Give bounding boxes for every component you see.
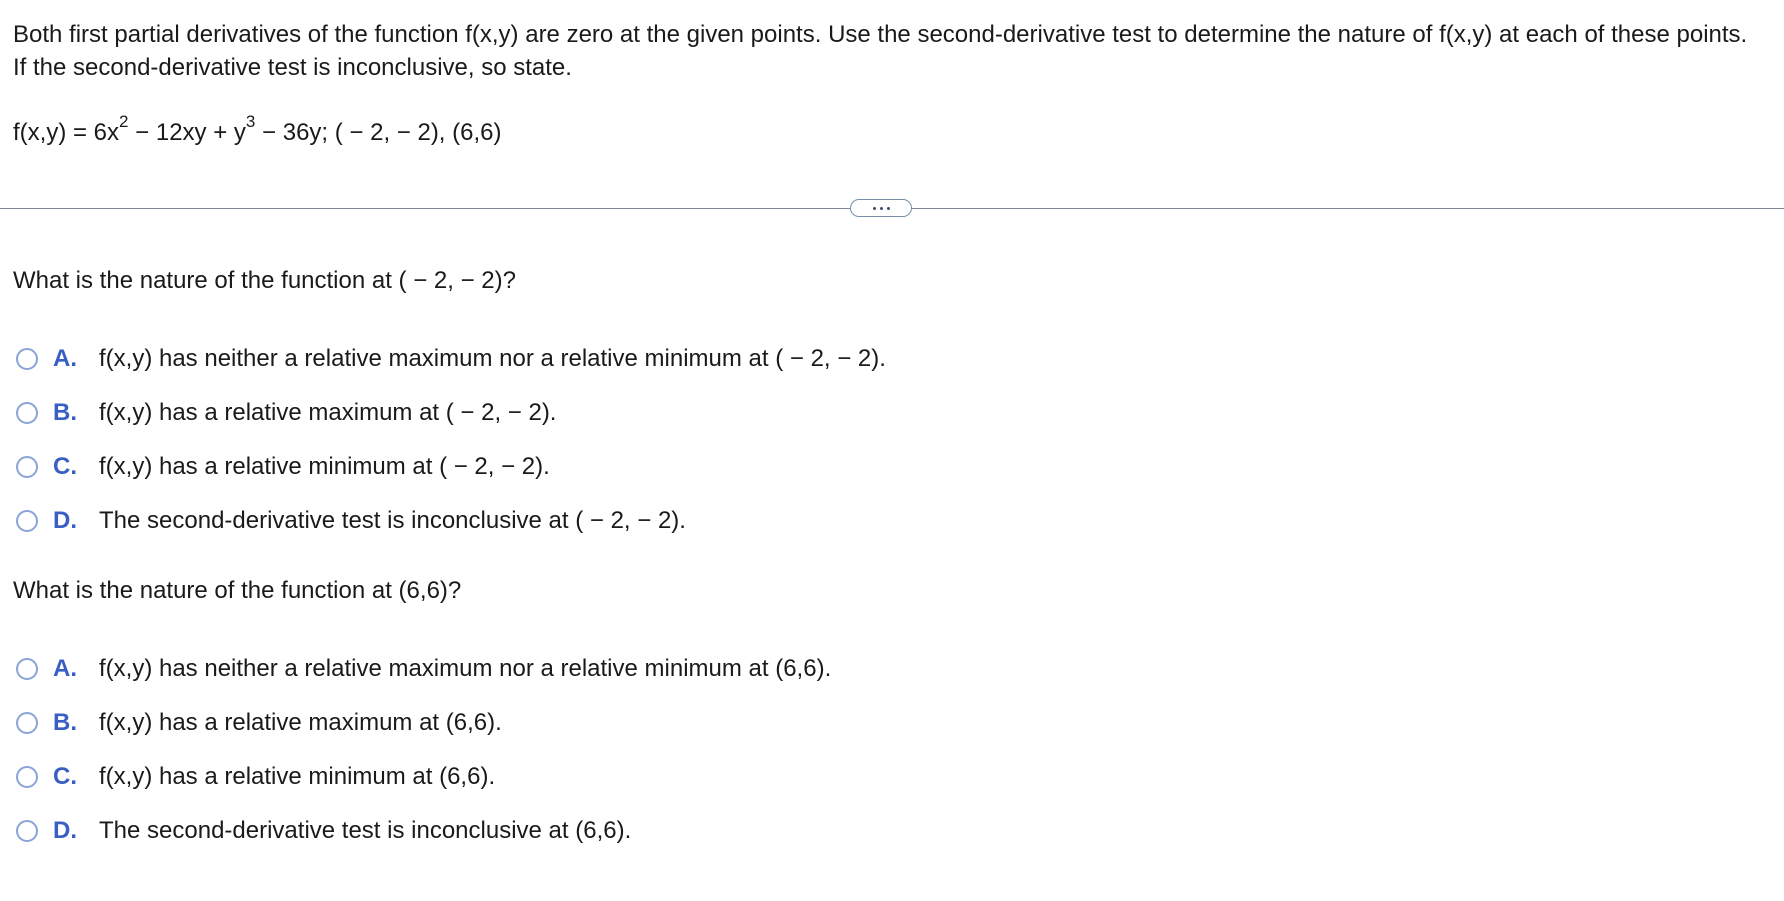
option-letter: C. xyxy=(53,453,77,480)
question-1-option-d[interactable] xyxy=(16,506,686,536)
option-text: f(x,y) has neither a relative maximum nor a relative minimum at ( − 2, − 2). xyxy=(99,345,886,372)
radio-button[interactable] xyxy=(16,456,38,478)
ellipsis-icon xyxy=(880,207,883,210)
option-text: f(x,y) has a relative minimum at ( − 2, − 2). xyxy=(99,453,550,480)
radio-button[interactable] xyxy=(16,766,38,788)
option-text: The second-derivative test is inconclusive at (6,6). xyxy=(99,817,632,844)
formula-part-2: − 12xy + y xyxy=(128,119,246,146)
question-2-option-a[interactable] xyxy=(16,654,831,684)
option-text: f(x,y) has neither a relative maximum nor a relative minimum at (6,6). xyxy=(99,655,832,682)
option-letter: D. xyxy=(53,817,77,844)
option-letter: B. xyxy=(53,399,77,426)
question-1-option-a[interactable] xyxy=(16,344,886,374)
formula-part-3: − 36y; ( − 2, − 2), (6,6) xyxy=(255,119,502,146)
option-letter: B. xyxy=(53,709,77,736)
radio-button[interactable] xyxy=(16,658,38,680)
formula-part-1: f(x,y) = 6x xyxy=(13,119,120,146)
radio-button[interactable] xyxy=(16,712,38,734)
option-text: f(x,y) has a relative maximum at (6,6). xyxy=(99,709,502,736)
question-2-option-c[interactable] xyxy=(16,762,495,792)
question-2-prompt: What is the nature of the function at (6,6)? xyxy=(13,577,462,604)
option-text: f(x,y) has a relative minimum at (6,6). xyxy=(99,763,496,790)
function-formula xyxy=(13,112,502,148)
problem-statement: Both first partial derivatives of the function f(x,y) are zero at the given points. Use the second-derivative test to determine the nature of f(x,y) at each of these points. If the second-derivative test is inconclusive, so state. xyxy=(13,21,1748,81)
question-2-option-d[interactable] xyxy=(16,816,631,846)
ellipsis-icon xyxy=(873,207,876,210)
radio-button[interactable] xyxy=(16,402,38,424)
option-letter: A. xyxy=(53,345,77,372)
option-letter: A. xyxy=(53,655,77,682)
option-text: f(x,y) has a relative maximum at ( − 2, − 2). xyxy=(99,399,557,426)
ellipsis-icon xyxy=(887,207,890,210)
question-1-option-b[interactable] xyxy=(16,398,556,428)
formula-exponent-2: 3 xyxy=(245,112,256,131)
radio-button[interactable] xyxy=(16,820,38,842)
question-1-option-c[interactable] xyxy=(16,452,550,482)
question-1-prompt: What is the nature of the function at ( − 2, − 2)? xyxy=(13,267,516,294)
option-letter: D. xyxy=(53,507,77,534)
formula-exponent-1: 2 xyxy=(119,112,129,131)
radio-button[interactable] xyxy=(16,348,38,370)
expand-more-button[interactable] xyxy=(850,199,912,217)
question-2-option-b[interactable] xyxy=(16,708,502,738)
option-letter: C. xyxy=(53,763,77,790)
option-text: The second-derivative test is inconclusive at ( − 2, − 2). xyxy=(99,507,686,534)
radio-button[interactable] xyxy=(16,510,38,532)
